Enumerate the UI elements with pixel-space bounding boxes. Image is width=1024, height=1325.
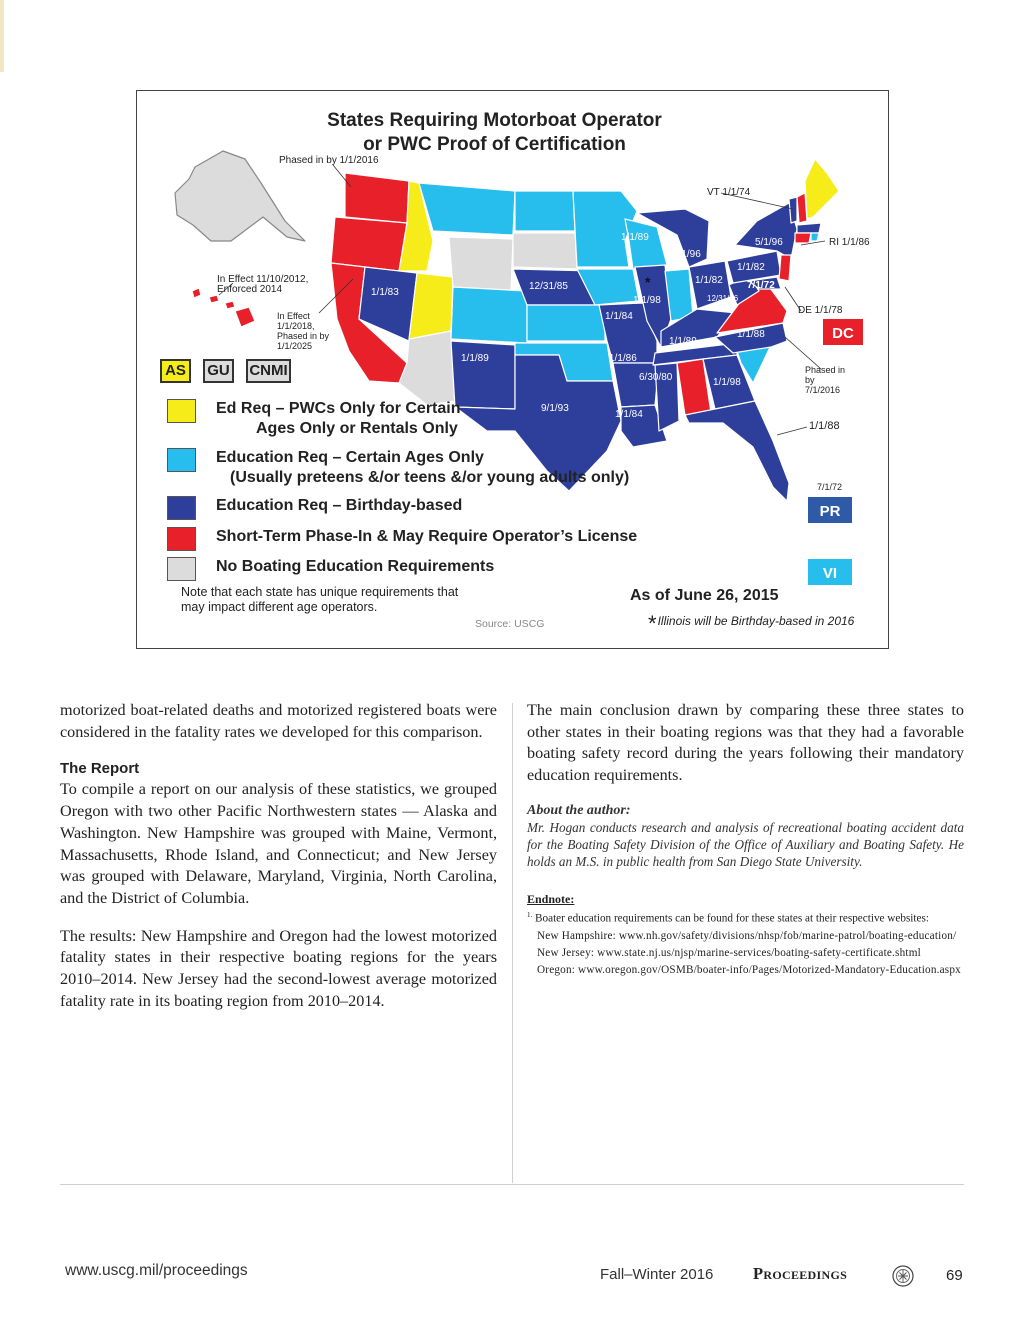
- endnote-link-nh[interactable]: New Hampshire: www.nh.gov/safety/divisions/nhsp/fob/marine-patrol/boating-education/: [537, 929, 957, 942]
- territory-pr: PR: [808, 497, 852, 523]
- footer-magazine-name: Proceedings: [753, 1264, 848, 1283]
- territory-cnmi: CNMI: [246, 359, 291, 383]
- state-nj: [779, 255, 791, 281]
- annotation-ca-3: Phased in by: [277, 331, 330, 341]
- date-nv: 1/1/83: [371, 287, 399, 298]
- date-wv-va: 7/1/72: [747, 280, 775, 291]
- state-ct: [795, 233, 811, 243]
- annotation-ca-1: In Effect: [277, 311, 310, 321]
- state-ar: [613, 363, 659, 407]
- uscg-seal-icon: [892, 1265, 914, 1287]
- annotation-pr: 7/1/72: [817, 482, 843, 492]
- column-divider: [512, 703, 513, 1183]
- date-ar: 1/1/86: [609, 353, 637, 364]
- page-number: 69: [946, 1267, 963, 1284]
- state-or: [331, 217, 407, 271]
- report-heading: The Report: [60, 760, 140, 778]
- left-paragraph-1: motorized boat-related deaths and motorized registered boats were considered in the fatality rates we developed for this comparison.: [60, 701, 497, 741]
- state-wy: [449, 237, 513, 291]
- state-vt: [789, 197, 797, 223]
- state-nm: [451, 341, 515, 409]
- date-il-star: *: [645, 274, 651, 290]
- annotation-dc: [805, 365, 845, 395]
- map-note: [181, 585, 458, 615]
- endnote-1: [527, 908, 964, 926]
- territory-as: AS: [160, 359, 191, 383]
- date-ky-tn: 1/1/89: [669, 336, 697, 347]
- annotation-ca-2: 1/1/2018,: [277, 321, 315, 331]
- state-sd: [513, 233, 577, 269]
- legend-item-none: [167, 557, 494, 581]
- annotation-dc-1: Phased in: [805, 365, 846, 375]
- annotation-hi-2: Enforced 2014: [217, 284, 283, 295]
- state-co: [451, 287, 527, 343]
- state-hi-1: [192, 288, 201, 298]
- territory-gu: GU: [203, 359, 234, 383]
- endnote-text: Boater education requirements can be found for these states at their respective websites:: [535, 912, 929, 925]
- date-il: 1/1/98: [633, 295, 661, 306]
- legend-label-certain-ages-2: (Usually preteens &/or teens &/or young adults only): [230, 469, 630, 486]
- right-paragraph-1: The main conclusion drawn by comparing these three states to other states in their boating regions was that they had a favorable boating safety record during the years following their mandatory education requirements.: [527, 701, 964, 785]
- annotation-fl: 1/1/88: [809, 420, 840, 432]
- certification-map-figure: [136, 90, 889, 649]
- legend-item-ed-pwc: [167, 399, 460, 439]
- state-hi-4: [235, 307, 255, 327]
- date-ny: 5/1/96: [755, 237, 783, 248]
- about-author-heading: About the author:: [527, 802, 631, 818]
- left-paragraph-2: To compile a report on our analysis of these statistics, we grouped Oregon with two other Pacific Northwestern states — Alaska and Washington. New Hampshire was grouped with Maine, Vermont, Massachusetts, Rhode Island, and Connecticut; and New Jersey was grouped with Delaware, Maryland, Virginia, North Carolina, and the District of Columbia.: [60, 780, 497, 907]
- state-nd: [515, 191, 575, 231]
- state-me: [805, 159, 839, 219]
- annotation-hi-1: In Effect 11/10/2012,: [217, 274, 309, 285]
- legend-swatch-yellow: [167, 399, 196, 423]
- date-mo: 1/1/84: [605, 311, 633, 322]
- page-corner-mark: [0, 0, 4, 72]
- legend-swatch-red: [167, 527, 196, 551]
- endnote-link-nj[interactable]: New Jersey: www.state.nj.us/njsp/marine-services/boating-safety-certificate.shtml: [537, 946, 921, 959]
- date-oh: 1/1/82: [695, 275, 723, 286]
- date-mn-mi: 1/1/89: [621, 232, 649, 243]
- legend-label-birthday: Education Req – Birthday-based: [216, 497, 463, 514]
- illinois-footnote-star: *: [648, 611, 657, 636]
- endnote-link-or[interactable]: Oregon: www.oregon.gov/OSMB/boater-info/Pages/Motorized-Mandatory-Education.aspx: [537, 963, 961, 976]
- state-mt: [419, 183, 515, 235]
- annotation-wa: Phased in by 1/1/2016: [279, 155, 379, 166]
- legend-item-certain-ages: [167, 448, 629, 488]
- date-md: 12/31/86: [707, 294, 739, 303]
- legend-label-none: No Boating Education Requirements: [216, 558, 495, 575]
- legend-label-ed-pwc-2: Ages Only or Rentals Only: [256, 420, 458, 437]
- endnote-heading: Endnote:: [527, 891, 575, 906]
- about-author-text: Mr. Hogan conducts research and analysis of recreational boating accident data for the Boating Safety Division of the Office of Auxiliary and Boating Safety. He holds an M.S. in public health from San Diego State University.: [527, 819, 964, 869]
- illinois-footnote: [648, 611, 854, 637]
- state-wa: [345, 173, 409, 223]
- map-source: Source: USCG: [475, 618, 545, 630]
- state-ks: [527, 305, 605, 341]
- date-pa: 1/1/82: [737, 262, 765, 273]
- map-as-of-date: As of June 26, 2015: [630, 587, 779, 604]
- annotation-dc-2: by: [805, 375, 815, 385]
- illinois-footnote-text: Illinois will be Birthday-based in 2016: [657, 614, 855, 628]
- annotation-ca-4: 1/1/2025: [277, 341, 313, 351]
- legend-label-ed-pwc-1: Ed Req – PWCs Only for Certain: [216, 400, 461, 417]
- territory-dc: DC: [823, 319, 863, 345]
- state-az: [399, 331, 455, 405]
- territory-vi: VI: [808, 559, 852, 585]
- date-ms: 6/30/80: [639, 372, 673, 383]
- legend-swatch-gray: [167, 557, 196, 581]
- date-ga: 1/1/98: [713, 377, 741, 388]
- date-la: 1/1/84: [615, 409, 643, 420]
- legend-swatch-light-blue: [167, 448, 196, 472]
- annotation-ca: [277, 311, 329, 351]
- map-title: [137, 109, 852, 157]
- date-wi: 7/1/96: [673, 249, 701, 260]
- date-nm: 1/1/89: [461, 353, 489, 364]
- map-title-line1: States Requiring Motorboat Operator: [327, 110, 662, 131]
- state-ma: [797, 223, 821, 233]
- annotation-vt: VT 1/1/74: [707, 187, 751, 198]
- legend-item-phase-in: [167, 527, 637, 551]
- left-paragraph-3: The results: New Hampshire and Oregon had the lowest motorized fatality states in their respective boating regions for the years 2010–2014. New Jersey had the second-lowest average motorized fatality rate in its boating region from 2010–2014.: [60, 926, 497, 1010]
- article-left-column: [60, 700, 497, 1012]
- legend-item-birthday: [167, 496, 462, 520]
- state-ny: [735, 203, 797, 259]
- map-note-line1: Note that each state has unique requirements that: [181, 585, 459, 599]
- state-ri: [811, 233, 819, 241]
- state-fl: [685, 401, 789, 501]
- annotation-de: DE 1/1/78: [798, 305, 843, 316]
- legend-label-phase-in: Short-Term Phase-In & May Require Operator’s License: [216, 528, 638, 545]
- annotation-dc-3: 7/1/2016: [805, 385, 841, 395]
- endnote-number: 1.: [527, 910, 533, 919]
- legend-swatch-dark-blue: [167, 496, 196, 520]
- legend-label-certain-ages-1: Education Req – Certain Ages Only: [216, 449, 484, 466]
- state-hi-3: [225, 301, 235, 309]
- footer-issue: Fall–Winter 2016: [600, 1266, 714, 1283]
- footer-website-link[interactable]: www.uscg.mil/proceedings: [65, 1262, 248, 1279]
- map-note-line2: may impact different age operators.: [181, 600, 378, 614]
- footer-rule: [60, 1184, 964, 1185]
- date-tx: 9/1/93: [541, 403, 569, 414]
- state-ut: [409, 273, 453, 339]
- article-right-column: [527, 700, 964, 977]
- state-hi-2: [209, 295, 219, 303]
- annotation-ri: RI 1/1/86: [829, 237, 870, 248]
- date-nc: 1/1/88: [737, 329, 765, 340]
- map-title-line2: or PWC Proof of Certification: [363, 134, 626, 155]
- date-ne: 12/31/85: [529, 281, 568, 292]
